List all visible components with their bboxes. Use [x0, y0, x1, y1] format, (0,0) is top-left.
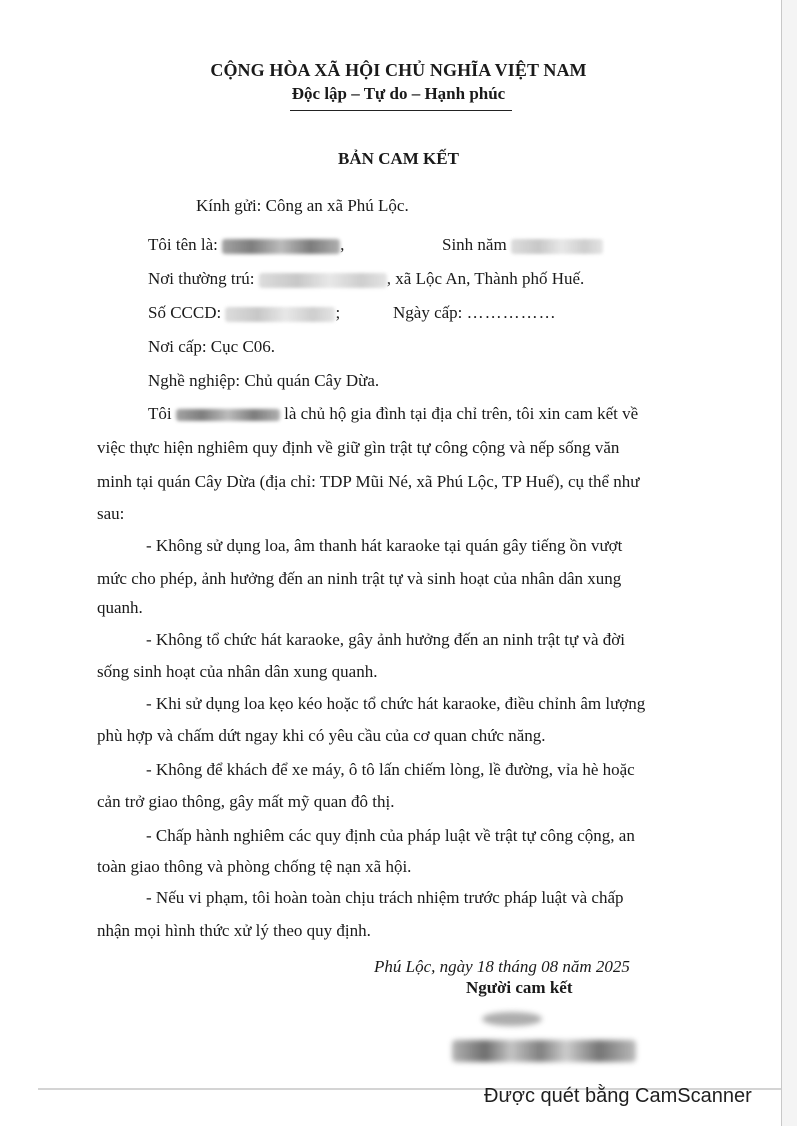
id-number-label: Số CCCD:: [148, 303, 222, 322]
commitment-1-line-3: quanh.: [97, 598, 143, 617]
commitment-1-line-2: mức cho phép, ảnh hưởng đến an ninh trật tự và sinh hoạt của nhân dân xung: [97, 569, 622, 588]
name-end: ,: [340, 235, 345, 254]
issue-date-line: [393, 303, 557, 323]
commitment-1-line-1: - Không sử dụng loa, âm thanh hát karaoke tại quán gây tiếng ồn vượt: [146, 536, 623, 555]
place-and-date: Phú Lộc, ngày 18 tháng 08 năm 2025: [374, 957, 630, 976]
id-number-end: ;: [335, 303, 341, 322]
residence-label: Nơi thường trú:: [148, 269, 255, 288]
commitment-2-line-2: sống sinh hoạt của nhân dân xung quanh.: [97, 662, 378, 681]
redacted-name: [222, 239, 340, 254]
signature-mark: [482, 1012, 542, 1026]
commitment-3-line-1: - Khi sử dụng loa kẹo kéo hoặc tổ chức hát karaoke, điều chỉnh âm lượng: [146, 694, 646, 713]
redacted-birth-year: [511, 239, 603, 254]
commitment-4-line-2: cản trở giao thông, gây mất mỹ quan đô thị.: [97, 792, 395, 811]
document-title: BẢN CAM KẾT: [338, 149, 459, 168]
redacted-id-number: [225, 307, 335, 322]
commitment-2-line-1: - Không tổ chức hát karaoke, gây ảnh hưởng đến an ninh trật tự và đời: [146, 630, 625, 649]
intro-rest: là chủ hộ gia đình tại địa chỉ trên, tôi xin cam kết về: [284, 404, 639, 423]
birth-year-label: Sinh năm: [442, 235, 507, 254]
commitment-3-line-2: phù hợp và chấm dứt ngay khi có yêu cầu của cơ quan chức năng.: [97, 726, 546, 745]
residence-rest: , xã Lộc An, Thành phố Huế.: [386, 269, 585, 288]
intro-line-2: việc thực hiện nghiêm quy định về giữ gìn trật tự công cộng và nếp sống văn: [97, 438, 620, 457]
intro-line-3: minh tại quán Cây Dừa (địa chỉ: TDP Mũi Né, xã Phú Lộc, TP Huế), cụ thể như: [97, 472, 640, 491]
residence-line: [148, 269, 584, 289]
redacted-signer-name: [452, 1040, 636, 1062]
issue-place-line: Nơi cấp: Cục C06.: [148, 337, 276, 356]
occupation-line: Nghề nghiệp: Chủ quán Cây Dừa.: [148, 371, 380, 390]
name-label: Tôi tên là:: [148, 235, 218, 254]
motto-underline: [290, 110, 512, 111]
intro-line-4: sau:: [97, 504, 125, 523]
name-line: [148, 235, 344, 255]
intro-start: Tôi: [148, 404, 172, 423]
id-number-line: [148, 303, 340, 323]
redacted-residence: [259, 273, 387, 288]
birth-year-line: [442, 235, 603, 255]
national-header: CỘNG HÒA XÃ HỘI CHỦ NGHĨA VIỆT NAM: [210, 60, 587, 80]
redacted-name-inline: [176, 409, 280, 421]
commitment-4-line-1: - Không để khách để xe máy, ô tô lấn chiếm lòng, lề đường, vỉa hè hoặc: [146, 760, 635, 779]
recipient-line: Kính gửi: Công an xã Phú Lộc.: [196, 196, 409, 215]
issue-date-label: Ngày cấp:: [393, 303, 463, 322]
commitment-5-line-2: toàn giao thông và phòng chống tệ nạn xã hội.: [97, 857, 412, 876]
commitment-6-line-2: nhận mọi hình thức xử lý theo quy định.: [97, 921, 371, 940]
camscanner-watermark: Được quét bằng CamScanner: [484, 1085, 752, 1107]
intro-line-1: [148, 404, 638, 424]
commitment-6-line-1: - Nếu vi phạm, tôi hoàn toàn chịu trách nhiệm trước pháp luật và chấp: [146, 888, 624, 907]
signer-title: Người cam kết: [466, 978, 573, 997]
issue-date-value: ……………: [466, 303, 557, 322]
commitment-5-line-1: - Chấp hành nghiêm các quy định của pháp luật về trật tự công cộng, an: [146, 826, 635, 845]
national-motto: Độc lập – Tự do – Hạnh phúc: [291, 84, 506, 103]
